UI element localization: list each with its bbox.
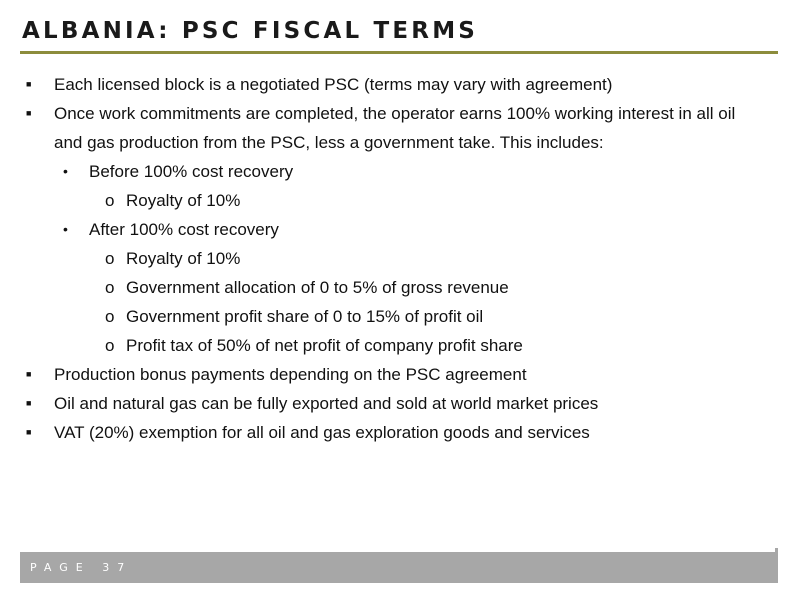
title-rule: [20, 51, 778, 54]
page-number-label: PAGE 37: [30, 561, 133, 574]
sub-sub-bullet-text: Royalty of 10%: [126, 191, 241, 210]
sub-sub-bullet-text: Government profit share of 0 to 15% of profit oil: [126, 307, 484, 326]
square-bullet-icon: ■: [26, 398, 32, 408]
square-bullet-icon: ■: [26, 79, 32, 89]
bullet-text: Once work commitments are completed, the operator earns 100% working interest in all oil and gas production from the PSC, less a government take. This includes:: [54, 104, 736, 152]
square-bullet-icon: ■: [26, 369, 32, 379]
bullet-item: [0, 389, 754, 418]
bullet-text: Oil and natural gas can be fully exported and sold at world market prices: [54, 394, 599, 413]
bullet-text: Production bonus payments depending on the PSC agreement: [54, 365, 527, 384]
circle-outline-bullet-icon: o: [105, 249, 115, 268]
circle-outline-bullet-icon: o: [105, 307, 115, 326]
square-bullet-icon: ■: [26, 108, 32, 118]
round-bullet-icon: •: [63, 221, 68, 237]
sub-sub-bullet-item: [0, 302, 800, 331]
sub-sub-bullet-item: [0, 273, 800, 302]
sub-bullet-item: [0, 215, 800, 244]
sub-sub-bullet-text: Royalty of 10%: [126, 249, 241, 268]
round-bullet-icon: •: [63, 163, 68, 179]
slide-title: ALBANIA: PSC FISCAL TERMS: [22, 18, 479, 44]
bullet-list: [0, 70, 800, 447]
sub-sub-bullet-item: [0, 186, 800, 215]
sub-bullet-text: Before 100% cost recovery: [89, 162, 294, 181]
sub-sub-bullet-item: [0, 331, 800, 360]
circle-outline-bullet-icon: o: [105, 191, 115, 210]
circle-outline-bullet-icon: o: [105, 336, 115, 355]
sub-sub-bullet-text: Government allocation of 0 to 5% of gross revenue: [126, 278, 509, 297]
circle-outline-bullet-icon: o: [105, 278, 115, 297]
square-bullet-icon: ■: [26, 427, 32, 437]
sub-sub-bullet-text: Profit tax of 50% of net profit of company profit share: [126, 336, 523, 355]
bullet-item: [0, 360, 754, 389]
sub-bullet-item: [0, 157, 800, 186]
bullet-item: [0, 418, 754, 447]
bullet-item: [0, 70, 754, 99]
bullet-item: [0, 99, 754, 157]
sub-bullet-text: After 100% cost recovery: [89, 220, 279, 239]
bullet-text: Each licensed block is a negotiated PSC (terms may vary with agreement): [54, 75, 613, 94]
sub-sub-bullet-item: [0, 244, 800, 273]
bullet-text: VAT (20%) exemption for all oil and gas exploration goods and services: [54, 423, 590, 442]
footer-bar: [20, 552, 778, 583]
